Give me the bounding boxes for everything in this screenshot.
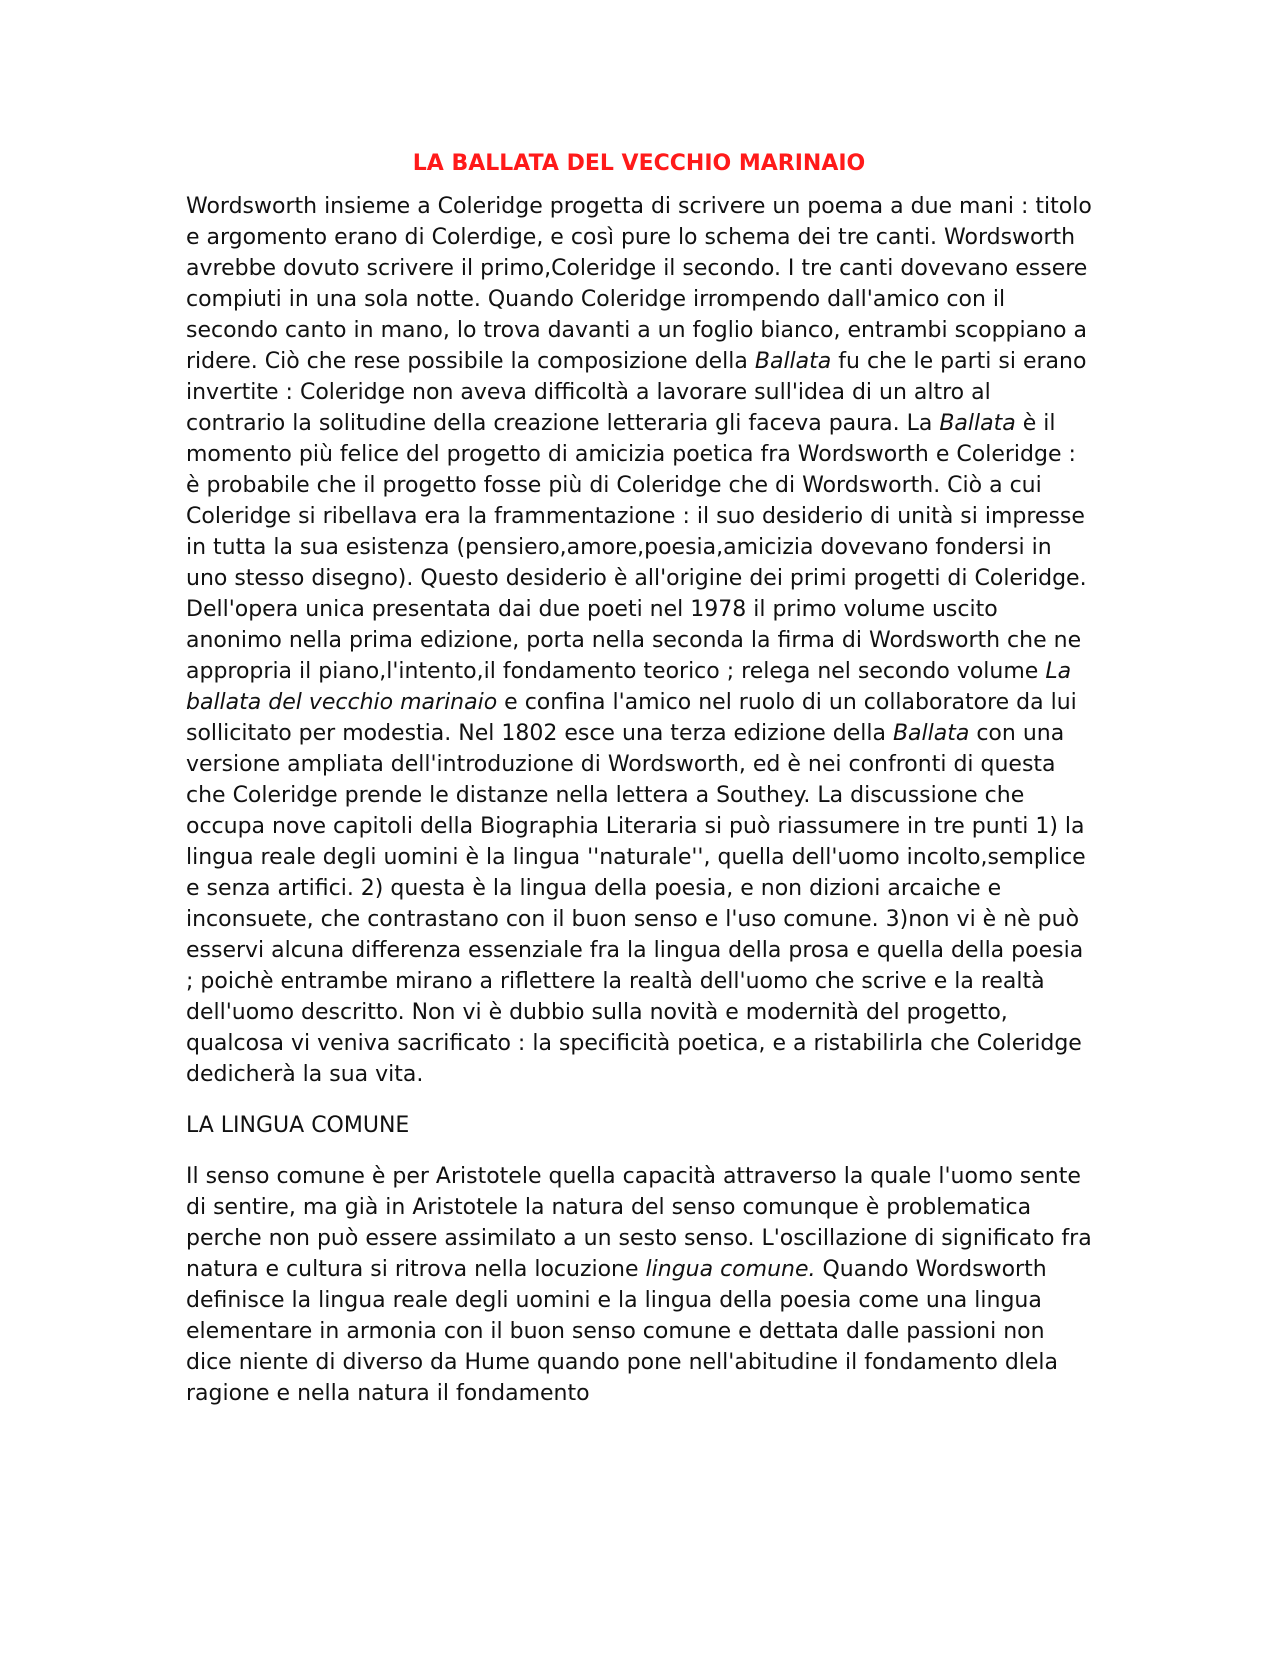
- paragraph-text: con una versione ampliata dell'introduzione di Wordsworth, ed è nei confronti di questa che Coleridge prende le distanze nella lettera a Southey. La discussione che occupa nove capitoli della Biographia Literaria si può riassumere in tre punti 1) la lingua reale degli uomini è la lingua ''naturale'', quella dell'uomo incolto,semplice e senza artifici. 2) questa è la lingua della poesia, e non dizioni arcaiche e inconsuete, che contrastano con il buon senso e l'uso comune. 3)non vi è nè può esservi alcuna differenza essenziale fra la lingua della prosa e quella della poesia ; poichè entrambe mirano a riflettere la realtà dell'uomo che scrive e la realtà dell'uomo descritto. Non vi è dubbio sulla novità e modernità del progetto, qualcosa vi veniva sacrificato : la specificità poetica, e a ristabilirla che Coleridge dedicherà la sua vita.: [186, 721, 1086, 1087]
- section-heading: LA LINGUA COMUNE: [186, 1113, 410, 1138]
- paragraph-ballata: [186, 191, 1092, 1090]
- paragraph-text: Quando Wordsworth definisce la lingua reale degli uomini e la lingua della poesia come una lingua elementare in armonia con il buon senso comune e dettata dalle passioni non dice niente di diverso da Hume quando pone nell'abitudine il fondamento dlela ragione e nella natura il fondamento: [186, 1257, 1059, 1406]
- italic-title-ballata: Ballata: [892, 721, 970, 746]
- italic-title-ballata: Ballata: [754, 349, 832, 374]
- paragraph-text: Wordsworth insieme a Coleridge progetta di scrivere un poema a due mani : titolo e argomento erano di Colerdige, e così pure lo schema dei tre canti. Wordsworth avrebbe dovuto scrivere il primo,Coleridge il secondo. I tre canti dovevano essere compiuti in una sola notte. Quando Coleridge irrompendo dall'amico con il secondo canto in mano, lo trova davanti a un foglio bianco, entrambi scoppiano a ridere. Ciò che rese possibile la composizione della: [186, 194, 1092, 374]
- paragraph-text: Il senso comune è per Aristotele quella capacità attraverso la quale l'uomo sente di sentire, ma già in Aristotele la natura del senso comunque è problematica perche non può essere assimilato a un sesto senso. L'oscillazione di significato fra natura e cultura si ritrova nella locuzione: [186, 1164, 1092, 1282]
- italic-term-lingua-comune: lingua comune.: [645, 1257, 816, 1282]
- paragraph-text: fu che le parti si erano invertite : Coleridge non aveva difficoltà a lavorare sull'idea di un altro al contrario la solitudine della creazione letteraria gli faceva paura. La: [186, 349, 1087, 436]
- paragraph-text: e confina l'amico nel ruolo di un collaboratore da lui sollicitato per modestia. Nel 1802 esce una terza edizione della: [186, 690, 1077, 746]
- document-body: [186, 148, 1092, 1429]
- paragraph-lingua-comune: [186, 1161, 1092, 1409]
- italic-title-ballata: Ballata: [939, 411, 1016, 436]
- page-title: LA BALLATA DEL VECCHIO MARINAIO: [412, 151, 866, 176]
- italic-title-ballata-full: La ballata del vecchio marinaio: [186, 659, 1072, 715]
- paragraph-text: è il momento più felice del progetto di amicizia poetica fra Wordsworth e Coleridge : è probabile che il progetto fosse più di Coleridge che di Wordsworth. Ciò a cui Coleridge si ribellava era la frammentazione : il suo desiderio di unità si impresse in tutta la sua esistenza (pensiero,amore,poesia,amicizia dovevano fondersi in uno stesso disegno). Questo desiderio è all'origine dei primi progetti di Coleridge. Dell'opera unica presentata dai due poeti nel 1978 il primo volume uscito anonimo nella prima edizione, porta nella seconda la firma di Wordsworth che ne appropria il piano,l'intento,il fondamento teorico ; relega nel secondo volume: [186, 411, 1087, 684]
